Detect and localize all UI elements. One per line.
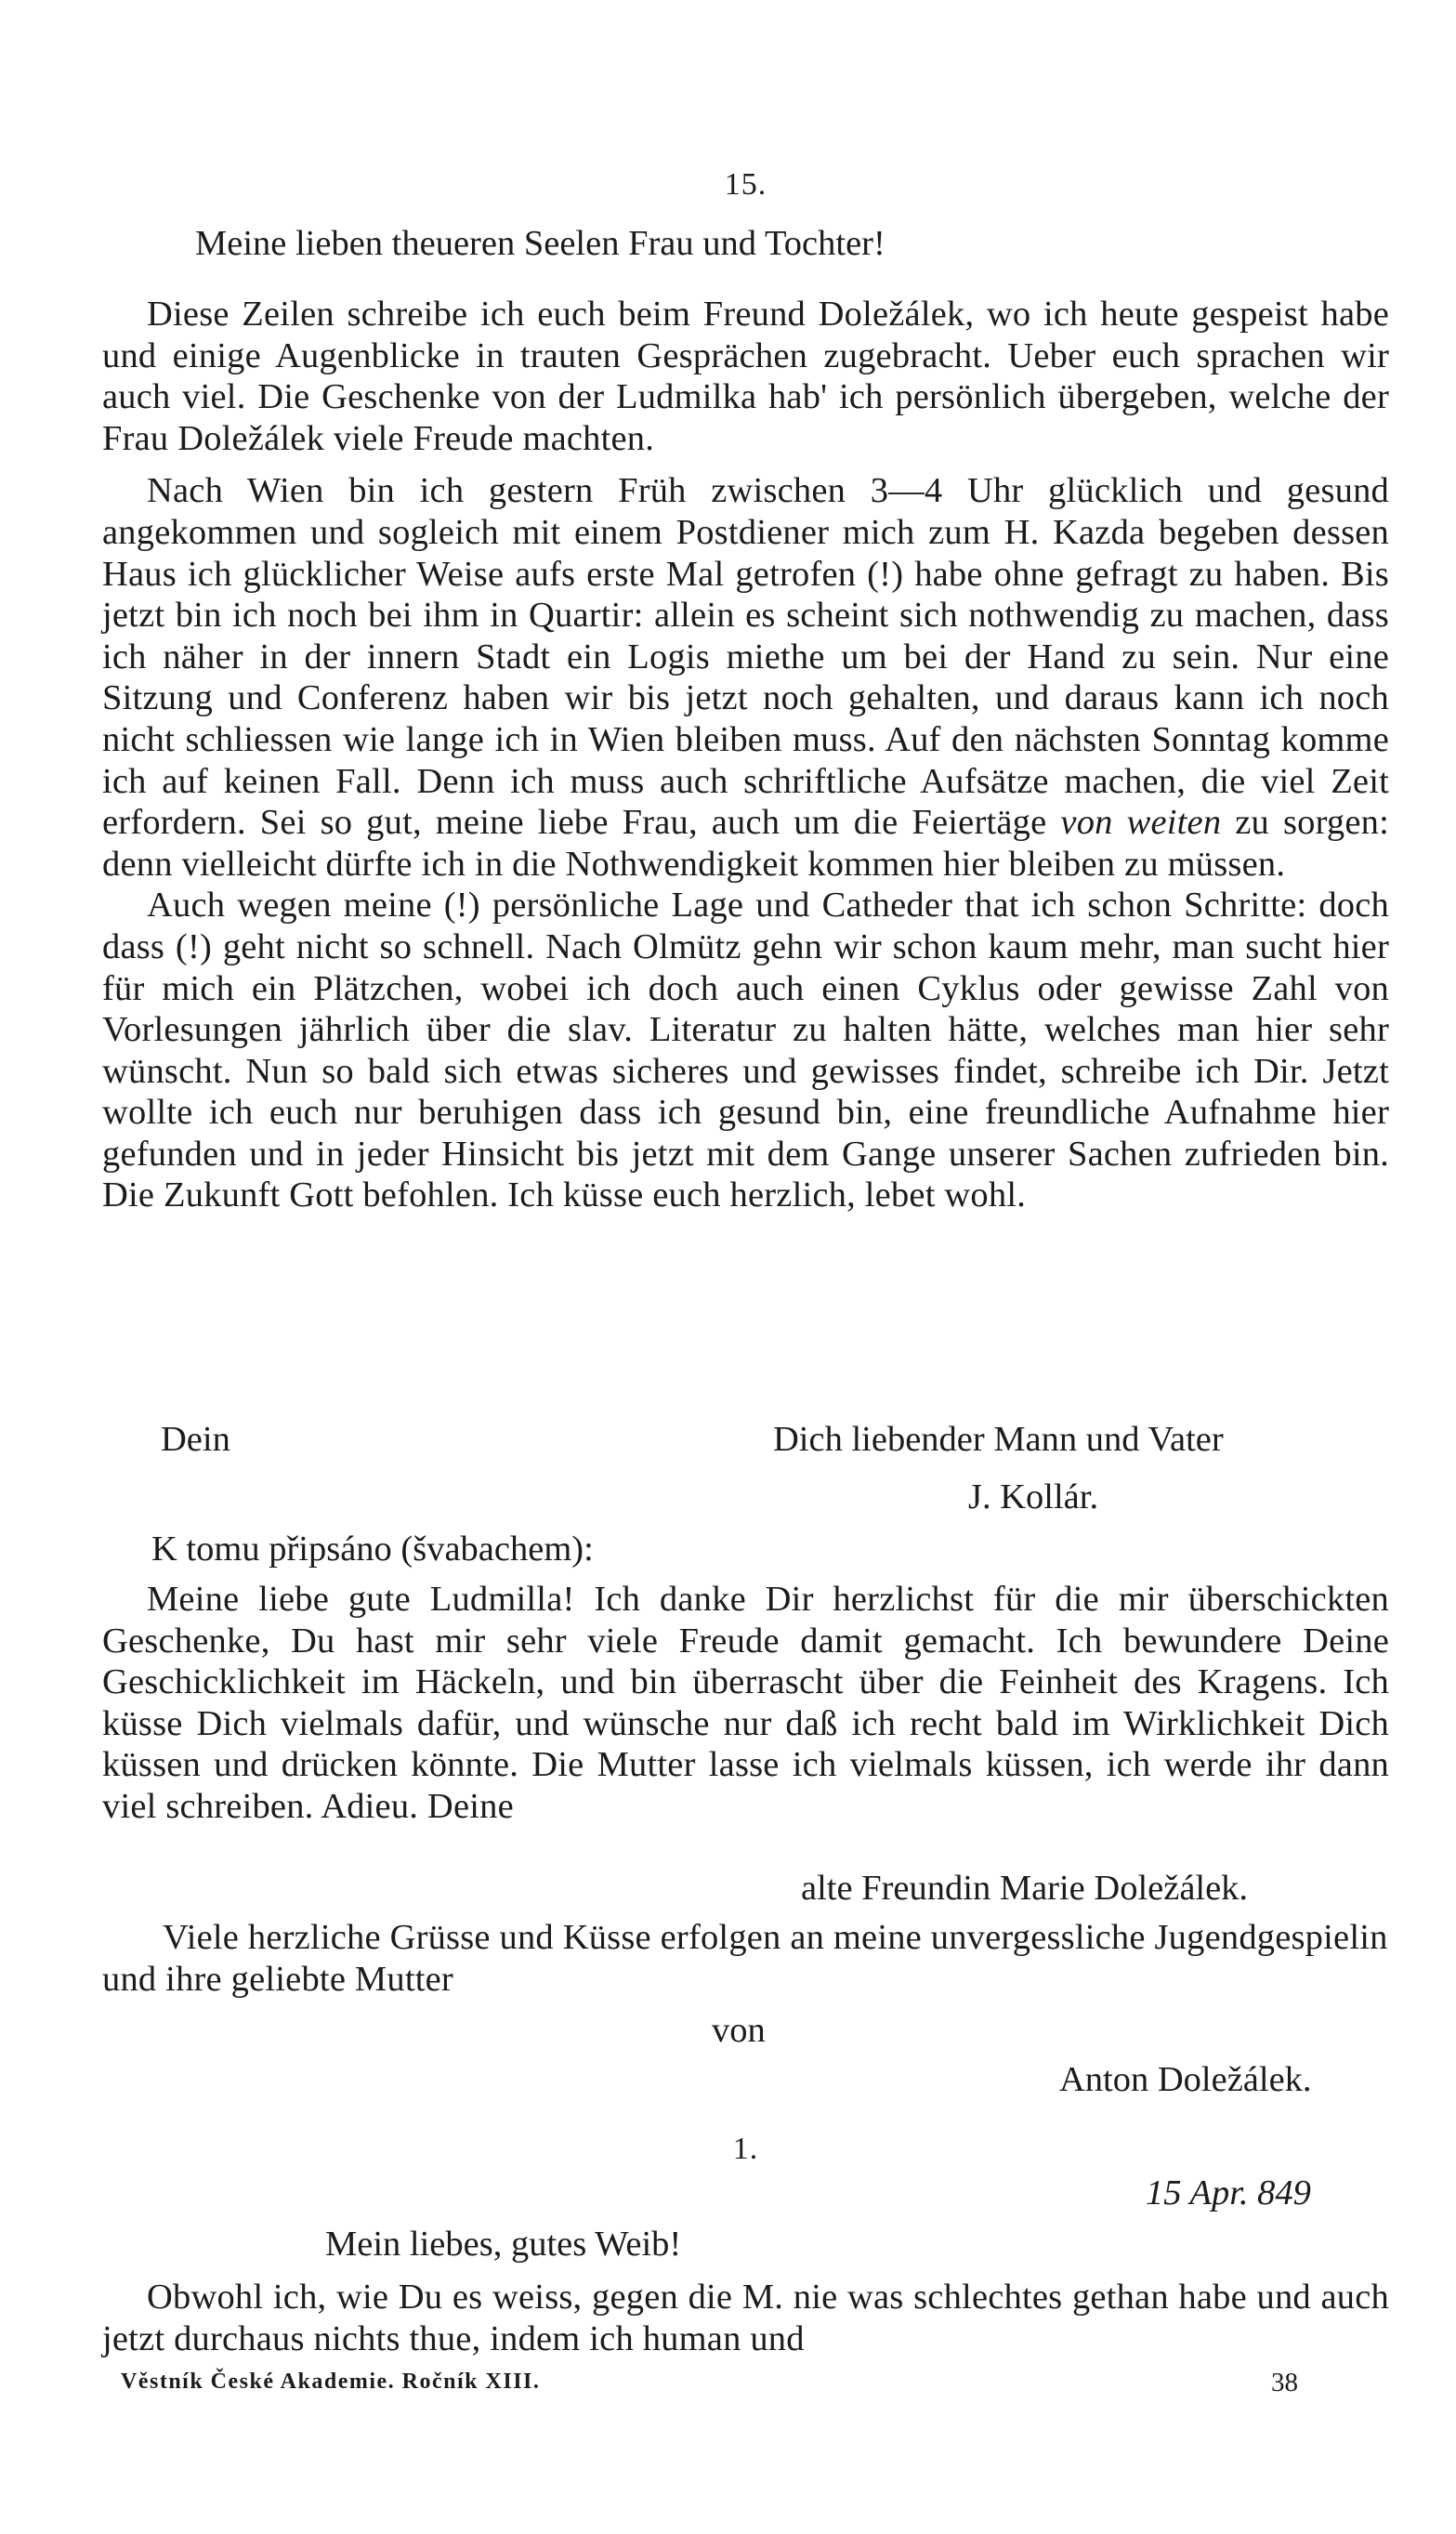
- paragraph: Diese Zeilen schreibe ich euch beim Freund Doležálek, wo ich heute gespeist habe und einige Augenblicke in trauten Gesprächen zugebracht. Ueber euch sprachen wir auch viel. Die Geschenke von der Ludmilka hab' ich persönlich übergeben, welche der Frau Doležálek viele Freude machten.: [102, 295, 1389, 458]
- paragraph: Auch wegen meine (!) persönliche Lage und Catheder that ich schon Schritte: doch dass (!) geht nicht so schnell. Nach Olmütz gehn wir schon kaum mehr, man sucht hier für mich ein Plätzchen, wobei ich doch auch einen Cyklus oder gewisse Zahl von Vorlesungen jährlich über die slav. Literatur zu halten hätte, welches man hier sehr wünscht. Nun so bald sich etwas sicheres und gewisses findet, schreibe ich Dir. Jetzt wollte ich euch nur beruhigen dass ich gesund bin, eine freundliche Aufnahme hier gefunden und in jeder Hinsicht bis jetzt mit dem Gange unserer Sachen zufrieden bin. Die Zukunft Gott befohlen. Ich küsse euch herzlich, lebet wohl.: [102, 886, 1389, 1215]
- greeting-von: von: [712, 2011, 766, 2050]
- postscript-intro: K tomu připsáno (švabachem):: [151, 1530, 594, 1569]
- letter-body: [102, 294, 1389, 1216]
- postscript: [102, 1579, 1389, 1828]
- paragraph: Viele herzliche Grüsse und Küsse erfolgen an meine unvergessliche Jugendgespielin und ihre geliebte Mutter: [102, 1918, 1388, 1999]
- letter-date: 15 Apr. 849: [1146, 2173, 1311, 2212]
- italic-phrase: von weiten: [1060, 803, 1222, 843]
- journal-footer: Věstník České Akademie. Ročník XIII.: [121, 2370, 541, 2394]
- greeting: [102, 1917, 1389, 2000]
- letter-body: [102, 2277, 1389, 2359]
- closing-right: Dich liebender Mann und Vater: [773, 1420, 1224, 1459]
- paragraph: [102, 470, 1389, 885]
- paragraph-text: zu sorgen: denn vielleicht dürfte ich in die Nothwendigkeit kommen hier bleiben zu müssen.: [102, 803, 1390, 884]
- greeting-signature: Anton Doležálek.: [1059, 2060, 1312, 2099]
- paragraph-text: Nach Wien bin ich gestern Früh zwischen 3—4 Uhr glücklich und gesund angekommen und sogleich mit einem Postdiener mich zum H. Kazda begeben dessen Haus ich glücklicher Weise aufs erste Mal getrofen (!) habe ohne gefragt zu haben. Bis jetzt bin ich noch bei ihm in Quartir: allein es scheint sich nothwendig zu machen, dass ich näher in der innern Stadt ein Logis miethe um bei der Hand zu sein. Nur eine Sitzung und Conferenz haben wir bis jetzt noch gehalten, und daraus kann ich noch nicht schliessen wie lange ich in Wien bleiben muss. Auf den nächsten Sonntag komme ich auf keinen Fall. Denn ich muss auch schriftliche Aufsätze machen, die viel Zeit erfordern. Sei so gut, meine liebe Frau, auch um die Feiertäge: [102, 471, 1389, 843]
- paragraph: Obwohl ich, wie Du es weiss, gegen die M. nie was schlechtes gethan habe und auch jetzt durchaus nichts thue, indem ich human und: [102, 2278, 1389, 2358]
- letter-number: 1.: [732, 2132, 759, 2166]
- signature: J. Kollár.: [968, 1477, 1099, 1516]
- postscript-signature: alte Freundin Marie Doležálek.: [801, 1869, 1249, 1908]
- paragraph: Meine liebe gute Ludmilla! Ich danke Dir herzlichst für die mir überschickten Geschenke, Du hast mir sehr viele Freude damit gemacht. Ich bewundere Deine Geschicklichkeit im Häckeln, und bin überrascht über die Feinheit des Kragens. Ich küsse Dich vielmals dafür, und wünsche nur daß ich recht bald im Wirklichkeit Dich küssen und drücken könnte. Die Mutter lasse ich vielmals küssen, ich werde ihr dann viel schreiben. Adieu. Deine: [102, 1580, 1389, 1826]
- page-number: 38: [1271, 2368, 1298, 2397]
- salutation: Meine lieben theueren Seelen Frau und Tochter!: [195, 224, 885, 263]
- salutation: Mein liebes, gutes Weib!: [325, 2225, 682, 2264]
- letter-number: 15.: [724, 167, 767, 202]
- closing-left: Dein: [161, 1420, 230, 1459]
